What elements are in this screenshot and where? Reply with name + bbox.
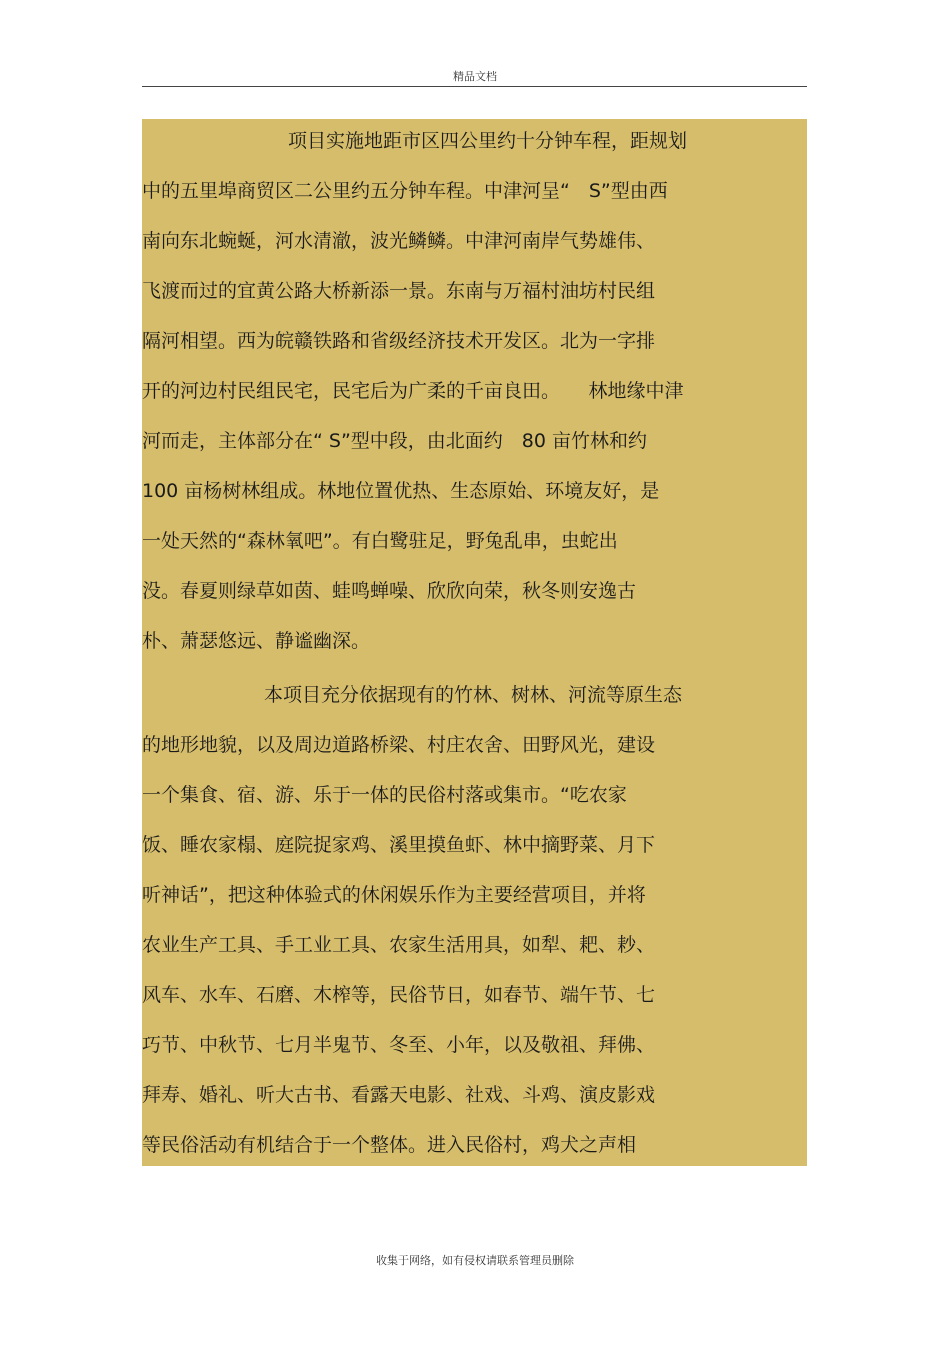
paragraph-1-line-2: 中的五里埠商贸区二公里约五分钟车程。中津河呈“ S”型由西 — [142, 180, 668, 202]
paragraph-2-line-1: 本项目充分依据现有的竹林、树林、河流等原生态 — [264, 684, 683, 706]
paragraph-2-line-5: 听神话”，把这种体验式的休闲娱乐作为主要经营项目，并将 — [142, 884, 646, 906]
paragraph-1-line-9: 一处天然的“森林氧吧”。有白鹭驻足，野兔乱串，虫蛇出 — [142, 530, 618, 552]
header-divider — [142, 86, 807, 87]
paragraph-1-line-4: 飞渡而过的宜黄公路大桥新添一景。东南与万福村油坊村民组 — [142, 280, 656, 302]
paragraph-2-line-10: 等民俗活动有机结合于一个整体。进入民俗村，鸡犬之声相 — [142, 1134, 637, 1156]
page-header: 精品文档 — [453, 70, 497, 83]
paragraph-1-line-3: 南向东北蜿蜒，河水清澈，波光鳞鳞。中津河南岸气势雄伟、 — [142, 230, 656, 252]
paragraph-2-line-8: 巧节、中秋节、七月半鬼节、冬至、小年，以及敬祖、拜佛、 — [142, 1034, 656, 1056]
paragraph-2-line-9: 拜寿、婚礼、听大古书、看露天电影、社戏、斗鸡、演皮影戏 — [142, 1084, 656, 1106]
paragraph-2-line-4: 饭、睡农家榻、庭院捉家鸡、溪里摸鱼虾、林中摘野菜、月下 — [142, 834, 656, 856]
paragraph-1-line-10: 没。春夏则绿草如茵、蛙鸣蝉噪、欣欣向荣，秋冬则安逸古 — [142, 580, 637, 602]
page-footer: 收集于网络，如有侵权请联系管理员删除 — [376, 1254, 574, 1267]
paragraph-2-line-7: 风车、水车、石磨、木榨等，民俗节日，如春节、端午节、七 — [142, 984, 656, 1006]
paragraph-2-line-3: 一个集食、宿、游、乐于一体的民俗村落或集市。“吃农家 — [142, 784, 627, 806]
paragraph-1-line-5: 隔河相望。西为皖赣铁路和省级经济技术开发区。北为一字排 — [142, 330, 656, 352]
paragraph-1-line-7: 河而走，主体部分在“ S”型中段，由北面约 80 亩竹林和约 — [142, 430, 648, 452]
paragraph-2-line-2: 的地形地貌，以及周边道路桥梁、村庄农舍、田野风光，建设 — [142, 734, 656, 756]
paragraph-1-line-6: 开的河边村民组民宅，民宅后为广柔的千亩良田。 林地缘中津 — [142, 380, 684, 402]
paragraph-1-line-1: 项目实施地距市区四公里约十分钟车程，距规划 — [288, 130, 688, 152]
paragraph-1-line-11: 朴、萧瑟悠远、静谧幽深。 — [142, 630, 371, 652]
paragraph-2-line-6: 农业生产工具、手工业工具、农家生活用具，如犁、耙、耖、 — [142, 934, 656, 956]
paragraph-1-line-8: 100 亩杨树林组成。林地位置优热、生态原始、环境友好，是 — [142, 480, 660, 502]
